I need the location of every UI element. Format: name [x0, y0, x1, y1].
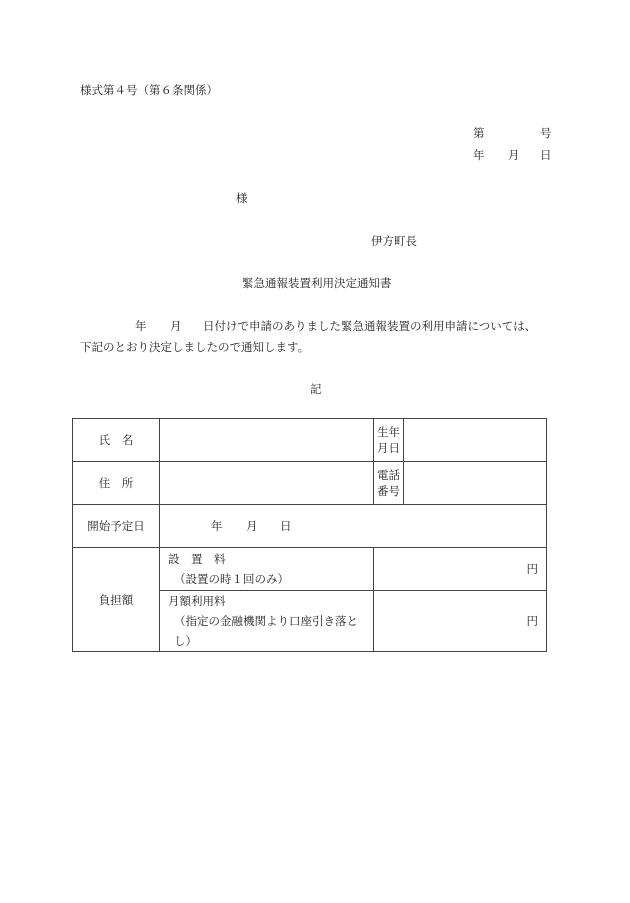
start-day: 日: [280, 519, 292, 533]
birth-value: [404, 419, 547, 462]
start-date-value: [160, 505, 547, 548]
birth-label: 生年月日: [374, 419, 404, 462]
monthly-fee-note: （指定の金融機関より口座引き落とし）: [174, 614, 358, 648]
row-install-fee: [73, 548, 547, 591]
document-title: 緊急通報装置利用決定通知書: [242, 276, 392, 290]
monthly-fee-label: 月額利用料: [168, 594, 226, 608]
address-label: 住 所: [73, 462, 160, 505]
doc-number-go: 号: [540, 126, 552, 140]
install-fee-cell: [160, 548, 374, 591]
info-table: [72, 418, 547, 652]
name-label: 氏 名: [73, 419, 160, 462]
row-address: [73, 462, 547, 505]
monthly-fee-yen: 円: [374, 591, 547, 652]
address-value: [160, 462, 374, 505]
date-year: 年: [473, 148, 485, 162]
date-day: 日: [540, 148, 552, 162]
sender: 伊方町長: [371, 234, 417, 248]
monthly-fee-cell: [160, 591, 374, 652]
install-fee-label: 設 置 料: [168, 552, 226, 566]
body-year: 年: [135, 319, 147, 333]
doc-number-dai: 第: [473, 126, 485, 140]
install-fee-note: （設置の時１回のみ）: [174, 572, 289, 586]
phone-label: 電話番号: [374, 462, 404, 505]
start-month: 月: [246, 519, 258, 533]
ki-heading: 記: [310, 382, 322, 396]
addressee-suffix: 様: [236, 191, 248, 205]
row-start-date: [73, 505, 547, 548]
row-name: [73, 419, 547, 462]
start-year: 年: [211, 519, 223, 533]
name-value: [160, 419, 374, 462]
start-label: 開始予定日: [73, 505, 160, 548]
burden-label: 負担額: [73, 548, 160, 652]
form-number: 様式第４号（第６条関係）: [80, 83, 218, 97]
body-month: 月: [170, 319, 182, 333]
date-month: 月: [508, 148, 520, 162]
body-line2: 下記のとおり決定しましたので通知します。: [80, 340, 310, 354]
install-fee-yen: 円: [374, 548, 547, 591]
phone-value: [404, 462, 547, 505]
body-line1: 日付けで申請のありました緊急通報装置の利用申請については、: [203, 319, 537, 333]
